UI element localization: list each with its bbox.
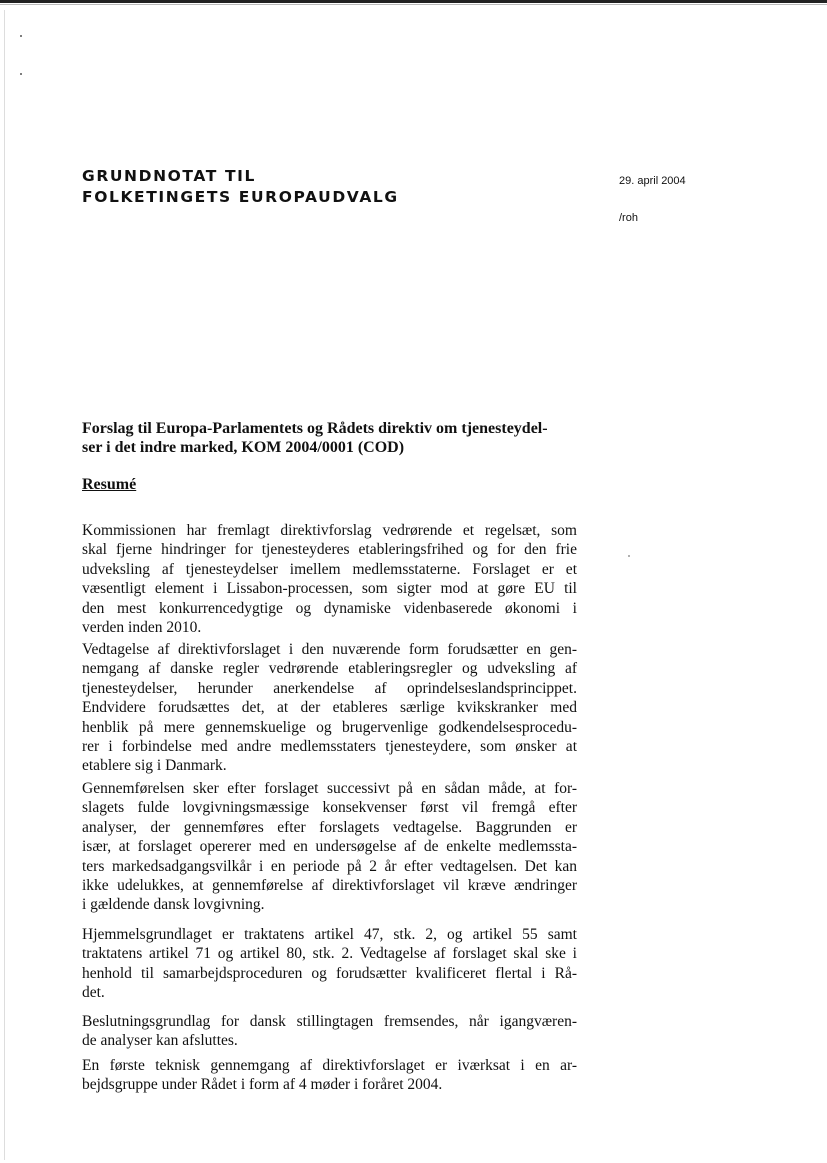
paragraph-line: væsentligt element i Lissabon-processen, som sigter mod at gøre EU til	[82, 580, 577, 598]
paragraph-line: det.	[82, 984, 105, 1002]
paragraph	[82, 925, 577, 1003]
scan-margin-line	[4, 10, 5, 1160]
paragraph-line: etablere sig i Danmark.	[82, 757, 227, 775]
paragraph-line: den mest konkurrencedygtige og dynamiske videnbaserede økonomi i	[82, 599, 577, 617]
scan-speck	[20, 73, 22, 75]
paragraph-line: i gældende dansk lovgivning.	[82, 896, 265, 914]
paragraph	[82, 1056, 577, 1095]
paragraph	[82, 640, 577, 776]
scan-speck	[628, 555, 630, 557]
scan-speck	[20, 35, 22, 37]
paragraph-line: udveksling af tjenesteydelser imellem medlemsstaterne. Forslaget er et	[82, 560, 577, 578]
paragraph-line: Kommissionen har fremlagt direktivforslag vedrørende et regelsæt, som	[82, 522, 577, 539]
document-title-line: Forslag til Europa-Parlamentets og Rådets direktiv om tjenesteydel-	[82, 420, 548, 437]
paragraph	[82, 779, 577, 915]
top-border-rule-thin	[0, 4, 827, 5]
memo-date: 29. april 2004	[619, 175, 686, 187]
paragraph-line: især, at forslaget opererer med en undersøgelse af de enkelte medlemssta-	[82, 838, 577, 856]
document-title-line: ser i det indre marked, KOM 2004/0001 (COD)	[82, 439, 405, 456]
paragraph-line: analyser, der gennemføres efter forslagets vedtagelse. Baggrunden er	[82, 818, 577, 836]
paragraph-line: Vedtagelse af direktivforslaget i den nuværende form forudsætter en gen-	[82, 641, 577, 658]
paragraph-line: skal fjerne hindringer for tjenesteyderes etableringsfrihed og for den frie	[82, 541, 577, 559]
paragraph-line: slagets fulde lovgivningsmæssige konsekvenser først vil fremgå efter	[82, 799, 577, 817]
top-border-rule	[0, 0, 827, 3]
paragraph	[82, 521, 577, 637]
paragraph-line: tjenesteydelser, herunder anerkendelse af oprindelseslandsprincippet.	[82, 679, 577, 697]
paragraph-line: Beslutningsgrundlag for dansk stillingtagen fremsendes, når igangværen-	[82, 1013, 577, 1030]
paragraph-line: bejdsgruppe under Rådet i form af 4 møder i foråret 2004.	[82, 1076, 443, 1094]
paragraph-line: traktatens artikel 71 og artikel 80, stk. 2. Vedtagelse af forslaget skal ske i	[82, 945, 577, 963]
section-heading-resume: Resumé	[82, 476, 137, 493]
paragraph-line: Gennemførelsen sker efter forslaget successivt på en sådan måde, at for-	[82, 780, 577, 797]
paragraph-line: verden inden 2010.	[82, 619, 202, 637]
paragraph-line: ikke udelukkes, at gennemførelse af direktivforslaget vil kræve ændringer	[82, 877, 577, 895]
paragraph-line: Hjemmelsgrundlaget er traktatens artikel 47, stk. 2, og artikel 55 samt	[82, 926, 577, 943]
paragraph-line: En første teknisk gennemgang af direktivforslaget er iværksat i en ar-	[82, 1057, 577, 1074]
paragraph	[82, 1012, 577, 1051]
memo-heading-line: GRUNDNOTAT TIL	[82, 167, 256, 185]
paragraph-line: ters markedsadgangsvilkår i en periode på 2 år efter vedtagelsen. Det kan	[82, 857, 577, 875]
paragraph-line: Endvidere forudsættes det, at der etableres særlige kvikskranker med	[82, 699, 577, 717]
paragraph-line: rer i forbindelse med andre medlemsstaters tjenesteydere, som ønsker at	[82, 738, 577, 756]
paragraph-line: henblik på mere gennemskuelige og brugervenlige godkendelsesprocedu-	[82, 718, 577, 736]
paragraph-line: nemgang af danske regler vedrørende etableringsregler og udveksling af	[82, 660, 577, 678]
paragraph-line: de analyser kan afsluttes.	[82, 1032, 238, 1050]
paragraph-line: henhold til samarbejdsproceduren og forudsætter kvalificeret flertal i Rå-	[82, 964, 577, 982]
memo-reference: /roh	[619, 212, 638, 224]
document-title	[82, 419, 582, 457]
memo-heading-line: FOLKETINGETS EUROPAUDVALG	[82, 188, 399, 206]
memo-heading	[82, 166, 399, 208]
